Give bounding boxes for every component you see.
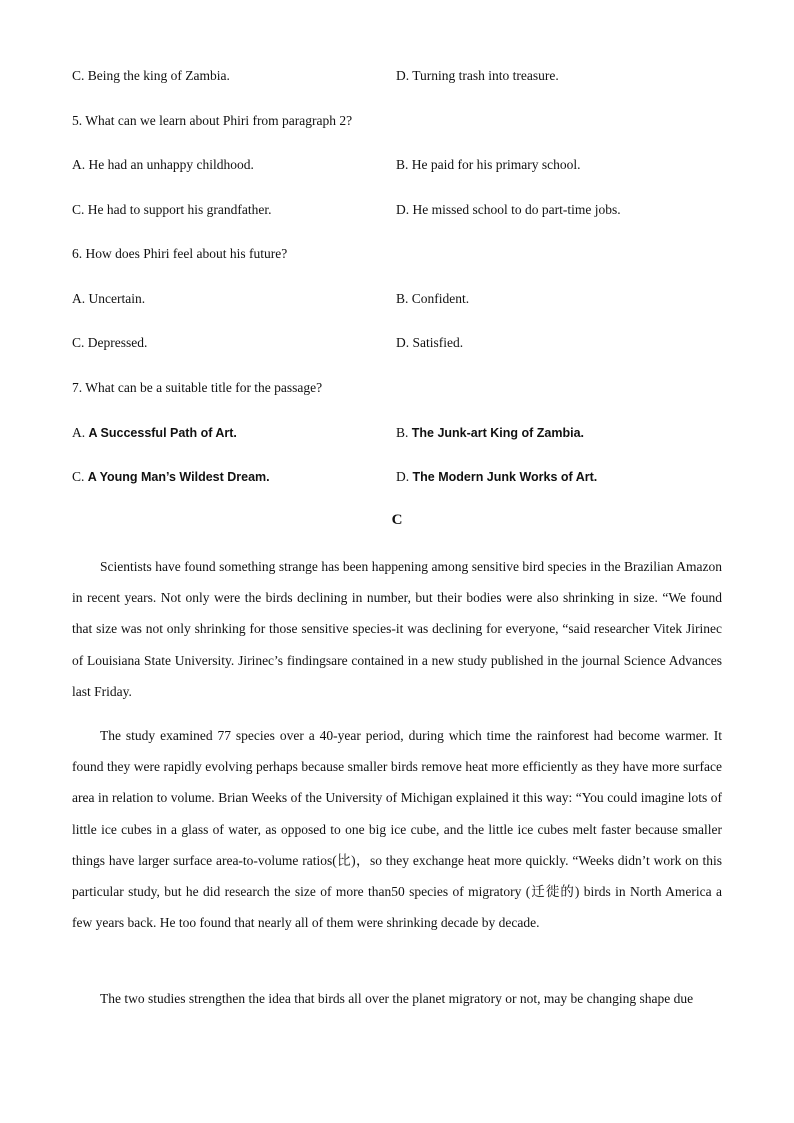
q6-option-a[interactable]: A. Uncertain. xyxy=(72,291,146,306)
passage-paragraph-3: The two studies strengthen the idea that birds all over the planet migratory or not, may be changing shape due xyxy=(100,991,694,1006)
q7-option-c-letter: C. xyxy=(72,469,85,484)
passage-paragraph-2: The study examined 77 species over a 40-year period, during which time the rainforest had become warmer. It found they were rapidly evolving perhaps because smaller birds remove heat more efficiently as they have more surface area in relation to volume. Brian Weeks of the University of Michigan explained it this way: “You could imagine lots of little ice cubes in a glass of water, as opposed to one big ice cube, and the little ice cubes melt faster because smaller things have larger surface area-to-volume ratios(比)，so they exchange heat more quickly. “Weeks didn’t work on this particular study, but he did research the size of more than50 species of migratory (迁徙的) birds in North America a few years back. He too found that nearly all of them were shrinking decade by decade. xyxy=(72,728,722,931)
q5-option-c[interactable]: C. He had to support his grandfather. xyxy=(72,202,272,217)
q6-option-d[interactable]: D. Satisfied. xyxy=(396,335,464,350)
q7-option-a-text: A Successful Path of Art. xyxy=(88,426,237,440)
q4-option-c[interactable]: C. Being the king of Zambia. xyxy=(72,68,230,83)
q7-option-d[interactable] xyxy=(396,468,597,486)
q7-option-a[interactable] xyxy=(72,424,237,442)
q7-option-b-letter: B. xyxy=(396,425,409,440)
q7-option-a-letter: A. xyxy=(72,425,86,440)
passage-c-title: C xyxy=(391,512,403,528)
q6-option-c[interactable]: C. Depressed. xyxy=(72,335,148,350)
q5-stem: 5. What can we learn about Phiri from paragraph 2? xyxy=(72,113,353,128)
q7-option-b[interactable] xyxy=(396,424,584,442)
q7-option-b-text: The Junk-art King of Zambia. xyxy=(411,426,585,440)
q7-option-c-text: A Young Man’s Wildest Dream. xyxy=(87,470,270,484)
q6-stem: 6. How does Phiri feel about his future? xyxy=(72,246,288,261)
q6-option-b[interactable]: B. Confident. xyxy=(396,291,470,306)
q5-option-a[interactable]: A. He had an unhappy childhood. xyxy=(72,157,254,172)
passage-paragraph-1: Scientists have found something strange has been happening among sensitive bird species in the Brazilian Amazon in recent years. Not only were the birds declining in number, but their bodies were also shrinking in size. “We found that size was not only shrinking for those sensitive species-it was declining for everyone, “said researcher Vitek Jirinec of Louisiana State University. Jirinec’s findingsare contained in a new study published in the journal Science Advances last Friday. xyxy=(72,559,722,699)
q7-stem: 7. What can be a suitable title for the passage? xyxy=(72,380,323,395)
q7-option-d-text: The Modern Junk Works of Art. xyxy=(412,470,598,484)
q5-option-d[interactable]: D. He missed school to do part-time jobs. xyxy=(396,202,621,217)
q4-option-d[interactable]: D. Turning trash into treasure. xyxy=(396,68,559,83)
q7-option-c[interactable] xyxy=(72,468,270,486)
q7-option-d-letter: D. xyxy=(396,469,410,484)
q5-option-b[interactable]: B. He paid for his primary school. xyxy=(396,157,581,172)
